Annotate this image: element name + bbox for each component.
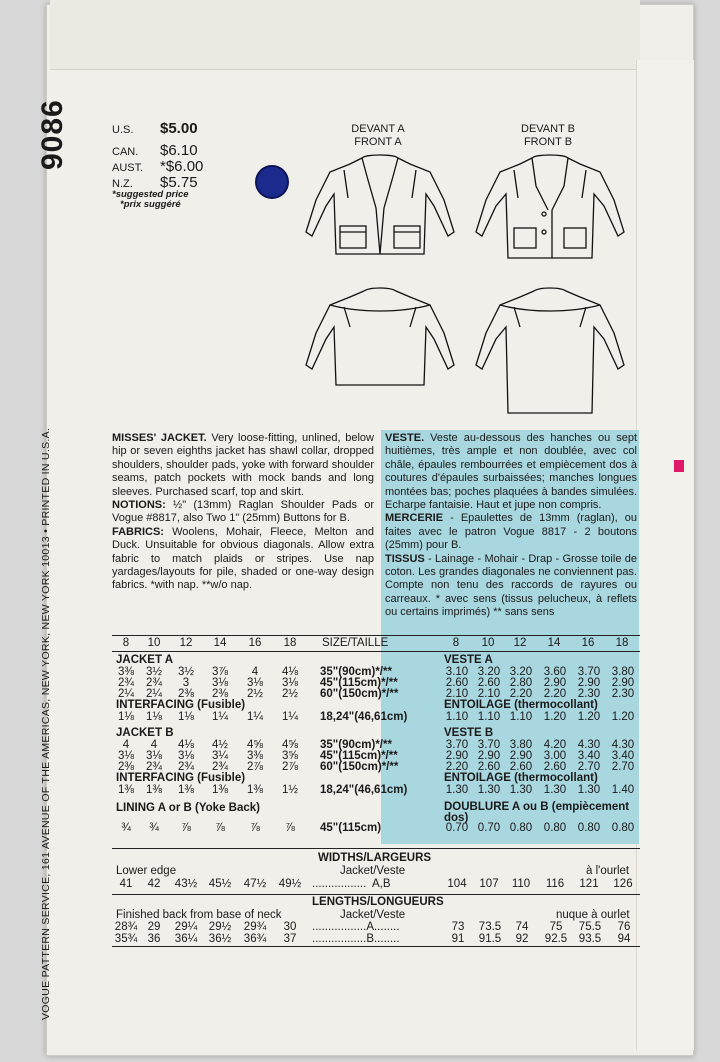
size-header: 8 xyxy=(122,637,130,649)
dot-leader: ................. xyxy=(312,878,367,890)
length-a-cm: 73.5 xyxy=(478,921,502,933)
a-l-ourlet-label: à l'ourlet xyxy=(586,865,630,877)
yardage-metric: 0.70 xyxy=(477,822,501,834)
size-header: 12 xyxy=(179,637,193,649)
length-b-us: 36¼ xyxy=(174,933,198,945)
entoilage-heading: ENTOILAGE (thermocollant) xyxy=(444,699,598,711)
french-description: VESTE. Veste au-dessous des hanches ou sept huitièmes, très ample et non doublée, avec col châle, épaules rembourrées et empiècement dos à coutures d'épaules surbaissées; manches longues montées bas; poches plaquées à bandes simulées. Echarpe fantaisie. Haut et jupe non compris. MERCERIE - Epaulettes de 13mm (raglan), ou faites avec le patron Vogue 8817 - 2 boutons (25mm) pour B. TISSUS - Lainage - Mohair - Drap - Grosse toile de coton. Les grandes diagonales ne conviennent pas. Compte non tenu des raccords de rayures ou carreaux. * avec sens (tissus pelucheux, à reflets ou certains imprimés) ** sans sens xyxy=(385,432,638,619)
yardage-metric: 2.10 xyxy=(477,688,501,700)
fabric-width: 35"(90cm)*/** xyxy=(320,666,392,678)
yardage-us: 1⅜ xyxy=(212,784,228,796)
length-b-cm: 94 xyxy=(617,933,631,945)
price-list xyxy=(112,120,203,210)
yardage-metric: 1.30 xyxy=(509,784,533,796)
widths-ab: A,B xyxy=(372,878,391,890)
veste-b-heading: VESTE B xyxy=(444,727,494,739)
yardage-us: 4 xyxy=(251,666,259,678)
length-a-cm: 73 xyxy=(451,921,465,933)
yardage-us: 1⅜ xyxy=(146,784,162,796)
yardage-metric: 3.00 xyxy=(543,750,567,762)
chart-rule xyxy=(112,651,640,652)
width-us: 49½ xyxy=(278,878,302,890)
yardage-us: 2¾ xyxy=(118,677,134,689)
yardage-metric: 1.30 xyxy=(477,784,501,796)
price-value: *$6.00 xyxy=(160,158,204,175)
yardage-metric: 2.60 xyxy=(445,677,469,689)
yardage-us: 4⅛ xyxy=(178,739,194,751)
yardage-us: 2⅜ xyxy=(178,688,194,700)
size-header: 16 xyxy=(248,637,262,649)
pattern-number: 9086 xyxy=(36,99,69,170)
length-b-cm: 92.5 xyxy=(544,933,568,945)
yardage-metric: 2.90 xyxy=(477,750,501,762)
pink-mark xyxy=(674,460,684,472)
yardage-metric: 0.80 xyxy=(509,822,533,834)
front-b-label: DEVANT B FRONT B xyxy=(521,123,575,148)
lining-heading: LINING A or B (Yoke Back) xyxy=(116,802,260,814)
yardage-us: ¾ xyxy=(149,822,159,834)
taille-header: 8 xyxy=(452,637,460,649)
yardage-us: 3½ xyxy=(178,666,194,678)
yardage-metric: 2.90 xyxy=(611,677,635,689)
envelope-side-flap xyxy=(636,60,694,1050)
yardage-us: 2⅜ xyxy=(118,761,134,773)
yardage-metric: 4.30 xyxy=(611,739,635,751)
yardage-metric: 2.10 xyxy=(445,688,469,700)
yardage-metric: 2.90 xyxy=(577,677,601,689)
widths-title: WIDTHS/LARGEURS xyxy=(318,852,432,864)
yardage-us: ⅞ xyxy=(250,822,260,834)
yardage-metric: 2.30 xyxy=(611,688,635,700)
yardage-us: 1¼ xyxy=(282,711,298,723)
price-row: N.Z. $5.75 xyxy=(112,174,198,191)
yardage-metric: 3.40 xyxy=(611,750,635,762)
yardage-metric: 1.30 xyxy=(543,784,567,796)
fabric-width: 35"(90cm)*/** xyxy=(320,739,392,751)
taille-header: 12 xyxy=(513,637,527,649)
yardage-us: 3⅛ xyxy=(247,677,263,689)
yardage-us: 2¾ xyxy=(146,761,162,773)
yardage-metric: 2.60 xyxy=(477,677,501,689)
width-cm: 107 xyxy=(479,878,499,890)
yardage-us: 1⅛ xyxy=(178,711,194,723)
yardage-us: 2⅞ xyxy=(247,761,263,773)
yardage-us: 3⅞ xyxy=(212,666,228,678)
yardage-metric: 0.80 xyxy=(577,822,601,834)
yardage-us: 3⅜ xyxy=(118,666,134,678)
yardage-metric: 2.60 xyxy=(477,761,501,773)
fabric-width: 45"(115cm) xyxy=(320,822,382,834)
length-a-us: 29½ xyxy=(208,921,232,933)
interfacing-heading: INTERFACING (Fusible) xyxy=(116,772,246,784)
length-a-cm: 75 xyxy=(549,921,563,933)
front-b-drawing xyxy=(470,150,630,265)
length-a-us: 28¾ xyxy=(114,921,138,933)
yardage-metric: 3.20 xyxy=(477,666,501,678)
back-a-drawing xyxy=(300,285,460,400)
publisher-address: VOGUE PATTERN SERVICE, 161 AVENUE OF THE AMERICAS, NEW YORK, NEW YORK 10013 • PRINTED IN U.S.A. xyxy=(40,427,52,1020)
front-a-label: DEVANT A FRONT A xyxy=(351,123,405,148)
yardage-metric: 1.10 xyxy=(509,711,533,723)
yardage-metric: 2.80 xyxy=(509,677,533,689)
taille-header: 18 xyxy=(615,637,629,649)
length-a-cm: 74 xyxy=(515,921,529,933)
jacket-a-heading: JACKET A xyxy=(116,654,174,666)
yardage-us: 4½ xyxy=(212,739,228,751)
length-b-cm: 91 xyxy=(451,933,465,945)
length-a-us: 30 xyxy=(283,921,297,933)
length-a-cm: 75.5 xyxy=(578,921,602,933)
yardage-us: 3⅛ xyxy=(282,677,298,689)
yardage-us: 3 xyxy=(182,677,190,689)
width-us: 43½ xyxy=(174,878,198,890)
fabric-width: 60"(150cm)*/** xyxy=(320,761,399,773)
interfacing-heading: INTERFACING (Fusible) xyxy=(116,699,246,711)
jacket-b-heading: JACKET B xyxy=(116,727,174,739)
yardage-metric: 3.80 xyxy=(611,666,635,678)
width-cm: 116 xyxy=(545,878,565,890)
yardage-metric: 2.60 xyxy=(509,761,533,773)
blue-dot-sticker xyxy=(255,165,289,199)
yardage-us: 3⅛ xyxy=(178,750,194,762)
length-b-us: 35¾ xyxy=(114,933,138,945)
length-b-leader: .................B........ xyxy=(312,933,400,945)
fabric-width: 60"(150cm)*/** xyxy=(320,688,399,700)
yardage-metric: 2.90 xyxy=(543,677,567,689)
length-b-cm: 91.5 xyxy=(478,933,502,945)
price-row: CAN. $6.10 xyxy=(112,142,198,159)
lower-edge-label: Lower edge xyxy=(116,865,177,877)
chart-rule xyxy=(112,946,640,947)
front-a-drawing xyxy=(300,150,460,265)
width-cm: 104 xyxy=(447,878,467,890)
length-a-us: 29 xyxy=(147,921,161,933)
price-row: AUST. *$6.00 xyxy=(112,158,204,175)
taille-header: 10 xyxy=(481,637,495,649)
size-header: 10 xyxy=(147,637,161,649)
yardage-metric: 1.10 xyxy=(445,711,469,723)
width-us: 42 xyxy=(147,878,161,890)
price-note-fr: *prix suggéré xyxy=(120,199,181,210)
yardage-metric: 4.20 xyxy=(543,739,567,751)
yardage-us: 4⅝ xyxy=(247,739,263,751)
length-b-us: 37 xyxy=(283,933,297,945)
back-b-drawing xyxy=(470,285,630,420)
width-cm: 126 xyxy=(613,878,633,890)
yardage-metric: 2.90 xyxy=(509,750,533,762)
width-us: 41 xyxy=(119,878,133,890)
yardage-us: 2⅜ xyxy=(212,688,228,700)
yardage-us: 1½ xyxy=(282,784,298,796)
yardage-metric: 2.70 xyxy=(611,761,635,773)
yardage-metric: 2.20 xyxy=(509,688,533,700)
yardage-us: 2¾ xyxy=(178,761,194,773)
price-value: $5.00 xyxy=(160,120,198,137)
size-header: 14 xyxy=(213,637,227,649)
yardage-us: 2¼ xyxy=(146,688,162,700)
taille-header: 16 xyxy=(581,637,595,649)
price-row: U.S. $5.00 xyxy=(112,120,198,137)
yardage-us: 3⅝ xyxy=(282,750,298,762)
yardage-us: 2¾ xyxy=(146,677,162,689)
length-b-us: 36¾ xyxy=(243,933,267,945)
yardage-us: 1⅛ xyxy=(146,711,162,723)
price-value: $6.10 xyxy=(160,142,198,159)
yardage-us: 4 xyxy=(122,739,130,751)
doublure-heading: DOUBLURE A ou B (empiècement dos) xyxy=(444,801,630,824)
yardage-us: 1⅜ xyxy=(178,784,194,796)
chart-rule xyxy=(112,848,640,849)
yardage-metric: 3.10 xyxy=(445,666,469,678)
yardage-us: 2½ xyxy=(282,688,298,700)
yardage-metric: 3.80 xyxy=(509,739,533,751)
yardage-us: 1¼ xyxy=(212,711,228,723)
yardage-us: 1¼ xyxy=(247,711,263,723)
yardage-us: 3⅛ xyxy=(146,750,162,762)
yardage-metric: 2.30 xyxy=(577,688,601,700)
length-a-cm: 76 xyxy=(617,921,631,933)
nuque-label: nuque à ourlet xyxy=(556,909,630,921)
yardage-metric: 1.30 xyxy=(445,784,469,796)
yardage-metric: 2.20 xyxy=(543,688,567,700)
yardage-us: 3¼ xyxy=(212,750,228,762)
english-description: MISSES' JACKET. Very loose-fitting, unlined, below hip or seven eighths jacket has shawl collar, dropped shoulders, shoulder pads, yoke with forward shoulder seams, patch pockets with mock bands and long sleeves. Purchased scarf, top and skirt. NOTIONS: ½" (13mm) Raglan Shoulder Pads or Vogue #8817, also Two 1" (25mm) Buttons for B. FABRICS: Woolens, Mohair, Fleece, Melton and Duck. Unsuitable for obvious diagonals. Allow extra fabric to match plaids or stripes. Use nap yardages/layouts for pile, shaded or one-way design fabrics. *with nap. **w/o nap. xyxy=(112,432,374,592)
yardage-metric: 1.20 xyxy=(543,711,567,723)
yardage-metric: 2.70 xyxy=(577,761,601,773)
yardage-us: 3⅜ xyxy=(247,750,263,762)
yardage-metric: 2.20 xyxy=(445,761,469,773)
price-note-en: *suggested price xyxy=(112,189,189,200)
fabric-width: 45"(115cm)*/** xyxy=(320,677,398,689)
yardage-us: 3⅛ xyxy=(212,677,228,689)
yardage-metric: 1.30 xyxy=(577,784,601,796)
yardage-us: 2⅞ xyxy=(282,761,298,773)
yardage-us: ⅞ xyxy=(215,822,225,834)
yardage-us: 2¼ xyxy=(118,688,134,700)
finished-back-label: Finished back from base of neck xyxy=(116,909,282,921)
yardage-metric: 3.70 xyxy=(577,666,601,678)
length-a-us: 29¾ xyxy=(243,921,267,933)
yardage-us: 1⅜ xyxy=(118,784,134,796)
entoilage-heading: ENTOILAGE (thermocollant) xyxy=(444,772,598,784)
yardage-us: 1⅛ xyxy=(118,711,134,723)
fabric-width: 18,24"(46,61cm) xyxy=(320,711,408,723)
yardage-metric: 1.10 xyxy=(477,711,501,723)
jacket-veste-label: Jacket/Veste xyxy=(340,865,406,877)
taille-header: 14 xyxy=(547,637,561,649)
yardage-metric: 0.70 xyxy=(445,822,469,834)
length-b-cm: 93.5 xyxy=(578,933,602,945)
yardage-metric: 3.40 xyxy=(577,750,601,762)
fabric-width: 18,24"(46,61cm) xyxy=(320,784,408,796)
chart-rule xyxy=(112,894,640,895)
yardage-metric: 0.80 xyxy=(543,822,567,834)
width-cm: 121 xyxy=(579,878,599,890)
envelope-top-flap xyxy=(50,0,640,70)
yardage-us: ¾ xyxy=(121,822,131,834)
yardage-metric: 1.20 xyxy=(577,711,601,723)
yardage-us: 2½ xyxy=(247,688,263,700)
yardage-us: 4⅛ xyxy=(282,666,298,678)
yardage-metric: 3.70 xyxy=(477,739,501,751)
yardage-metric: 3.70 xyxy=(445,739,469,751)
yardage-metric: 4.30 xyxy=(577,739,601,751)
length-a-us: 29¼ xyxy=(174,921,198,933)
yardage-metric: 0.80 xyxy=(611,822,635,834)
width-us: 45½ xyxy=(208,878,232,890)
yardage-metric: 1.20 xyxy=(611,711,635,723)
yardage-us: ⅞ xyxy=(181,822,191,834)
yardage-metric: 3.60 xyxy=(543,666,567,678)
price-value: $5.75 xyxy=(160,174,198,191)
jacket-veste-label: Jacket/Veste xyxy=(340,909,406,921)
veste-a-heading: VESTE A xyxy=(444,654,493,666)
yardage-us: 4 xyxy=(150,739,158,751)
yardage-metric: 3.20 xyxy=(509,666,533,678)
yardage-metric: 2.90 xyxy=(445,750,469,762)
yardage-metric: 2.60 xyxy=(543,761,567,773)
lengths-title: LENGTHS/LONGUEURS xyxy=(312,896,444,908)
yardage-us: 2¾ xyxy=(212,761,228,773)
yardage-us: 3⅛ xyxy=(118,750,134,762)
chart-rule xyxy=(112,635,640,636)
length-b-us: 36½ xyxy=(208,933,232,945)
yardage-us: 1⅜ xyxy=(247,784,263,796)
width-us: 47½ xyxy=(243,878,267,890)
yardage-us: 4⅝ xyxy=(282,739,298,751)
fabric-width: 45"(115cm)*/** xyxy=(320,750,398,762)
width-cm: 110 xyxy=(511,878,531,890)
length-b-cm: 92 xyxy=(515,933,529,945)
size-label: SIZE/TAILLE xyxy=(322,637,389,649)
yardage-us: 3½ xyxy=(146,666,162,678)
length-a-leader: .................A........ xyxy=(312,921,400,933)
size-header: 18 xyxy=(283,637,297,649)
yardage-us: ⅞ xyxy=(285,822,295,834)
length-b-us: 36 xyxy=(147,933,161,945)
yardage-metric: 1.40 xyxy=(611,784,635,796)
